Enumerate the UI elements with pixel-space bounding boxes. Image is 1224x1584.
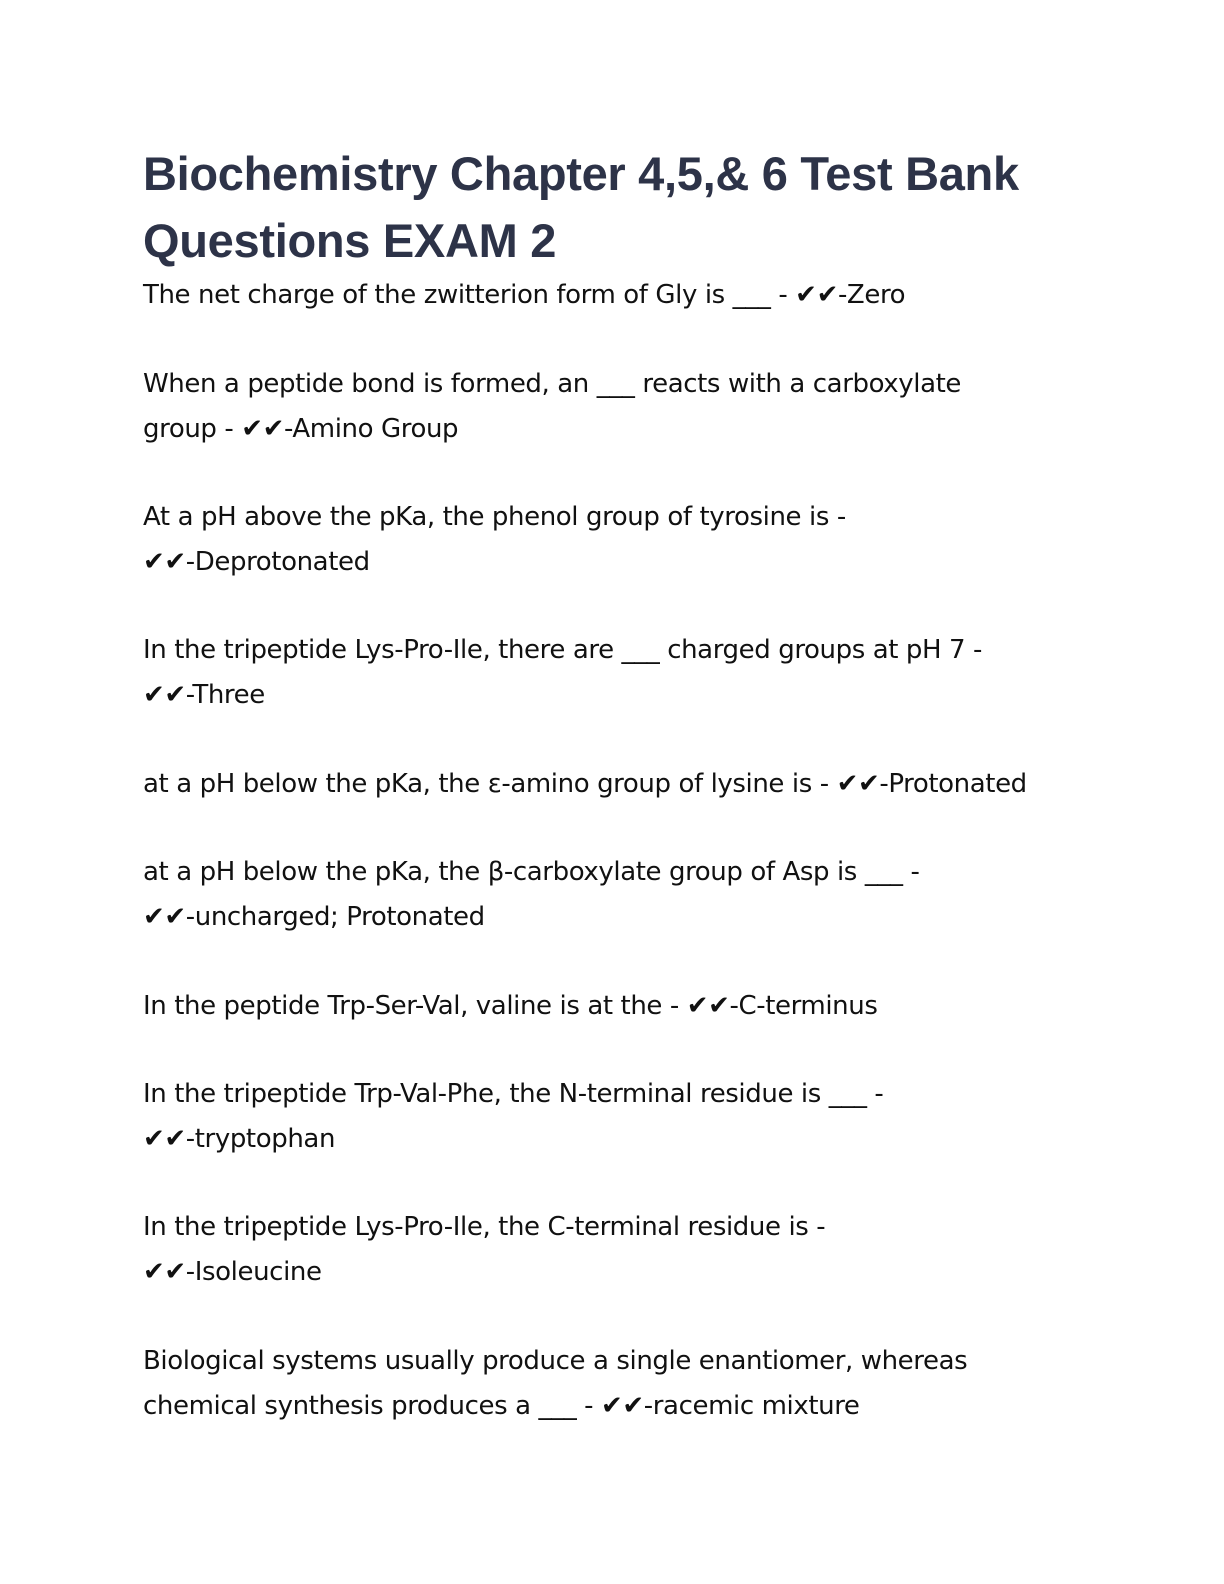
qa-line: At a pH above the pKa, the phenol group of tyrosine is - (143, 502, 846, 532)
qa-item-7 (143, 984, 1093, 1029)
qa-line: ✔✔-Deprotonated (143, 546, 370, 577)
title-line-2: Questions EXAM 2 (143, 214, 557, 267)
qa-line: In the tripeptide Lys-Pro-Ile, the C-terminal residue is - (143, 1212, 826, 1242)
qa-item-3 (143, 495, 1093, 584)
title-line-1: Biochemistry Chapter 4,5,& 6 Test Bank (143, 147, 1019, 200)
qa-line: When a peptide bond is formed, an ___ reacts with a carboxylate (143, 369, 962, 399)
qa-item-1 (143, 273, 1093, 318)
qa-line: The net charge of the zwitterion form of Gly is ___ - ✔✔-Zero (143, 280, 906, 310)
qa-line: Biological systems usually produce a single enantiomer, whereas (143, 1346, 968, 1376)
qa-item-10 (143, 1339, 1093, 1428)
qa-line: chemical synthesis produces a ___ - ✔✔-racemic mixture (143, 1390, 860, 1421)
qa-line: ✔✔-tryptophan (143, 1123, 336, 1154)
qa-line: ✔✔-uncharged; Protonated (143, 901, 485, 932)
qa-item-8 (143, 1072, 1093, 1161)
qa-item-6 (143, 850, 1093, 939)
qa-item-5 (143, 762, 1093, 807)
qa-line: ✔✔-Isoleucine (143, 1256, 322, 1287)
qa-item-9 (143, 1205, 1093, 1294)
qa-line: at a pH below the pKa, the ε-amino group of lysine is - ✔✔-Protonated (143, 769, 1027, 799)
qa-line: at a pH below the pKa, the β-carboxylate group of Asp is ___ - (143, 857, 920, 887)
qa-line: group - ✔✔-Amino Group (143, 413, 459, 444)
qa-line: In the tripeptide Trp-Val-Phe, the N-terminal residue is ___ - (143, 1079, 884, 1109)
page-title (143, 140, 1103, 274)
qa-line: In the peptide Trp-Ser-Val, valine is at the - ✔✔-C-terminus (143, 991, 878, 1021)
qa-line: In the tripeptide Lys-Pro-Ile, there are ___ charged groups at pH 7 - (143, 635, 983, 665)
qa-line: ✔✔-Three (143, 679, 265, 710)
qa-item-2 (143, 362, 1093, 451)
qa-item-4 (143, 628, 1093, 717)
